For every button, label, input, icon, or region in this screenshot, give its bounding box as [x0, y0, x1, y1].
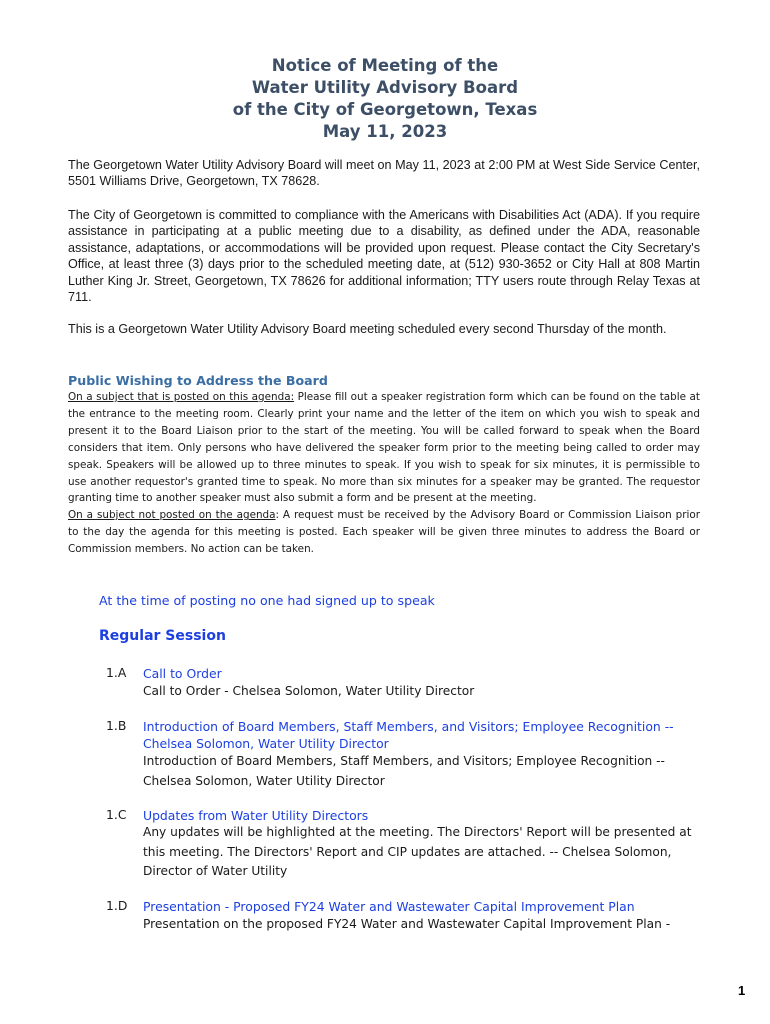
meeting-location-paragraph: The Georgetown Water Utility Advisory Board will meet on May 11, 2023 at 2:00 PM at West Side Service Center, 5501 Williams Drive, Georgetown, TX 78628.	[68, 158, 700, 189]
regular-session-heading: Regular Session	[99, 628, 226, 644]
agenda-item-number: 1.B	[106, 718, 127, 733]
agenda-item-description: Call to Order - Chelsea Solomon, Water Utility Director	[143, 684, 475, 698]
public-wishing-heading: Public Wishing to Address the Board	[68, 373, 328, 388]
page-number: 1	[738, 983, 746, 998]
not-posted-subject-text: : A request must be received by the Advisory Board or Commission Liaison prior to the day the agenda for this meeting is posted. Each speaker will be given three minutes to address the Board or Commission members. No action can be taken.	[68, 509, 700, 556]
title-line-4: May 11, 2023	[322, 122, 448, 141]
posted-subject-text: Please fill out a speaker registration form which can be found on the table at the entrance to the meeting room. Clearly print your name and the letter of the item on which you wish to speak and present it to the Board Liaison prior to the start of the meeting. You will be called forward to speak when the Board considers that item. Only persons who have delivered the speaker form prior to the meeting being called to order may speak. Speakers will be allowed up to three minutes to speak. If you wish to speak for six minutes, it is permissible to use another requestor's granted time to speak. No more than six minutes for a speaker may be granted. The requestor granting time to another speaker must also submit a form and be present at the meeting.	[68, 391, 700, 505]
posted-subject-label: On a subject that is posted on this agenda:	[68, 391, 295, 403]
meeting-title	[0, 55, 770, 143]
agenda-item-description: Any updates will be highlighted at the meeting. The Directors' Report will be presented at this meeting. The Directors' Report and CIP updates are attached. -- Chelsea Solomon, Director of Water Utility	[143, 825, 692, 878]
agenda-item-number: 1.D	[106, 898, 128, 913]
agenda-item-description: Presentation on the proposed FY24 Water and Wastewater Capital Improvement Plan -	[143, 917, 671, 931]
agenda-item-title[interactable]: Call to Order	[143, 666, 222, 681]
agenda-item-number: 1.C	[106, 807, 127, 822]
agenda-item-title[interactable]: Presentation - Proposed FY24 Water and Wastewater Capital Improvement Plan	[143, 899, 635, 914]
agenda-item-title[interactable]: Updates from Water Utility Directors	[143, 808, 369, 823]
posting-notice: At the time of posting no one had signed up to speak	[99, 593, 435, 608]
ada-paragraph: The City of Georgetown is committed to compliance with the Americans with Disabilities Act (ADA). If you require assistance in participating at a public meeting due to a disability, as defined under the ADA, reasonable assistance, adaptations, or accommodations will be provided upon request. Please contact the City Secretary's Office, at least three (3) days prior to the scheduled meeting date, at (512) 930-3652 or City Hall at 808 Martin Luther King Jr. Street, Georgetown, TX 78626 for additional information; TTY users route through Relay Texas at 711.	[68, 208, 700, 305]
agenda-item-number: 1.A	[106, 665, 127, 680]
agenda-item-title[interactable]: Introduction of Board Members, Staff Members, and Visitors; Employee Recognition -- Chelsea Solomon, Water Utility Director	[143, 719, 674, 751]
title-line-2: Water Utility Advisory Board	[251, 78, 519, 97]
not-posted-subject-label: On a subject not posted on the agenda	[68, 509, 276, 522]
public-wishing-body	[68, 389, 700, 558]
title-line-3: of the City of Georgetown, Texas	[232, 100, 538, 119]
title-line-1: Notice of Meeting of the	[271, 56, 499, 75]
schedule-paragraph: This is a Georgetown Water Utility Advisory Board meeting scheduled every second Thursday of the month.	[68, 322, 667, 336]
agenda-item-description: Introduction of Board Members, Staff Members, and Visitors; Employee Recognition -- Chelsea Solomon, Water Utility Director	[143, 754, 665, 788]
